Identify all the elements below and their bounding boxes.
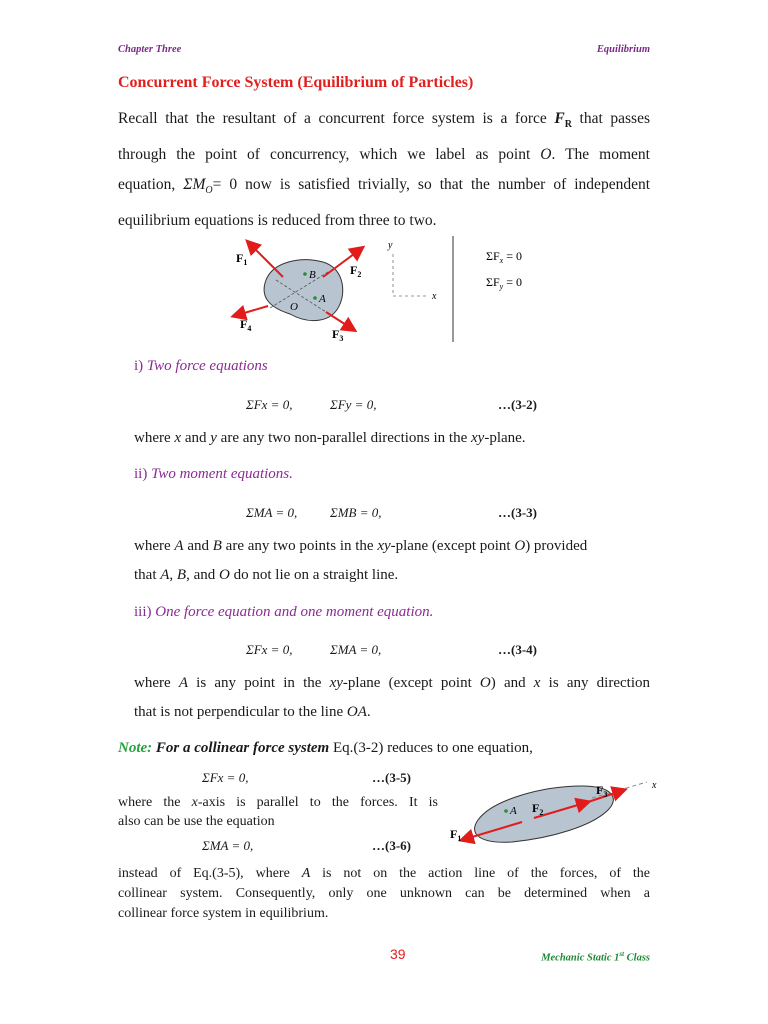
section3-description-line2: that is not perpendicular to the line OA. xyxy=(134,704,371,720)
subheading-two-moment: ii) Two moment equations. xyxy=(134,466,293,482)
conclusion-line1: instead of Eq.(3-5), where A is not on the action line of the forces, of the xyxy=(118,866,650,881)
section2-description-line1: where A and B are any two points in the xy-plane (except point O) provided xyxy=(134,538,588,554)
section1-description: where x and y are any two non-parallel directions in the xy-plane. xyxy=(134,430,526,446)
footer-course: Mechanic Static 1st Class xyxy=(541,950,650,964)
intro-line-2: through the point of concurrency, which we label as point O. The moment xyxy=(118,146,650,164)
subheading-force-and-moment: iii) One force equation and one moment equation. xyxy=(134,604,434,620)
y-axis-label: y xyxy=(388,240,393,251)
section-title: Concurrent Force System (Equilibrium of Particles) xyxy=(118,74,474,91)
collinear-x-axis-label: x xyxy=(652,780,657,791)
f4-label: $F_4$ xyxy=(240,317,252,333)
conclusion-line2: collinear system. Consequently, only one unknown can be determined when a xyxy=(118,886,650,901)
concurrent-force-figure xyxy=(228,232,548,347)
header-chapter: Chapter Three xyxy=(118,44,182,55)
subheading-two-force: i) Two force equations xyxy=(134,358,268,374)
eq-sum-fx-3: ΣFx = 0, xyxy=(202,770,249,785)
collinear-f1-label: $F_1$ xyxy=(450,827,462,843)
section2-description-line2: that A, B, and O do not lie on a straight line. xyxy=(134,567,399,583)
x-axis-label: x xyxy=(432,291,437,302)
eq-sum-ma-3: ΣMA = 0, xyxy=(202,838,254,853)
intro-paragraph xyxy=(118,104,650,236)
eq-sum-ma-2: ΣMA = 0, xyxy=(330,642,382,657)
eq-sum-ma: ΣMA = 0, xyxy=(246,505,298,520)
section3-description-line1: where A is any point in the xy-plane (except point O) and x is any direction xyxy=(134,675,650,691)
intro-line-4: equilibrium equations is reduced from three to two. xyxy=(118,212,437,230)
sum-fx-equation: $\Sigma F_x = 0$ xyxy=(486,249,523,265)
eq-number-3-5: …(3-5) xyxy=(372,770,411,785)
note-line: Note: For a collinear force system Eq.(3-2) reduces to one equation, xyxy=(118,740,533,756)
f2-label: $F_2$ xyxy=(350,263,362,279)
sum-fy-equation: $\Sigma F_y = 0$ xyxy=(486,275,523,291)
f1-label: $F_1$ xyxy=(236,251,248,267)
note-label: Note: xyxy=(118,740,153,756)
f3-label: $F_3$ xyxy=(332,327,344,343)
eq-sum-fy: ΣFy = 0, xyxy=(330,397,377,412)
force-f3-arrow xyxy=(326,312,354,330)
intro-line-3: equation, $\Sigma M_O= 0$ now is satisfied trivially, so that the number of independent xyxy=(118,176,651,197)
page-number: 39 xyxy=(390,946,406,962)
conclusion-line3: collinear force system in equilibrium. xyxy=(118,906,329,921)
note-description-line1: where the x-axis is parallel to the forces. It is xyxy=(118,795,438,810)
note-description-line2: also can be use the equation xyxy=(118,814,275,829)
header-topic: Equilibrium xyxy=(596,44,650,55)
force-f4-arrow xyxy=(234,306,268,316)
collinear-point-a-label: A xyxy=(510,805,517,817)
intro-line-1: Recall that the resultant of a concurrent force system is a force $F_R$ that passes xyxy=(118,110,650,131)
eq-number-3-6: …(3-6) xyxy=(372,838,411,853)
collinear-force-figure xyxy=(442,776,664,856)
eq-number-3-3: …(3-3) xyxy=(498,505,537,520)
eq-sum-mb: ΣMB = 0, xyxy=(330,505,382,520)
eq-sum-fx-2: ΣFx = 0, xyxy=(246,642,293,657)
force-f1-arrow xyxy=(248,242,283,277)
point-o-label: O xyxy=(290,301,298,313)
collinear-f3-label: $F_3$ xyxy=(596,783,608,799)
collinear-f2-label: $F_2$ xyxy=(532,801,544,817)
point-a-label: A xyxy=(319,293,326,305)
eq-number-3-2: …(3-2) xyxy=(498,397,537,412)
eq-sum-fx: ΣFx = 0, xyxy=(246,397,293,412)
eq-number-3-4: …(3-4) xyxy=(498,642,537,657)
point-b-label: B xyxy=(309,269,316,281)
